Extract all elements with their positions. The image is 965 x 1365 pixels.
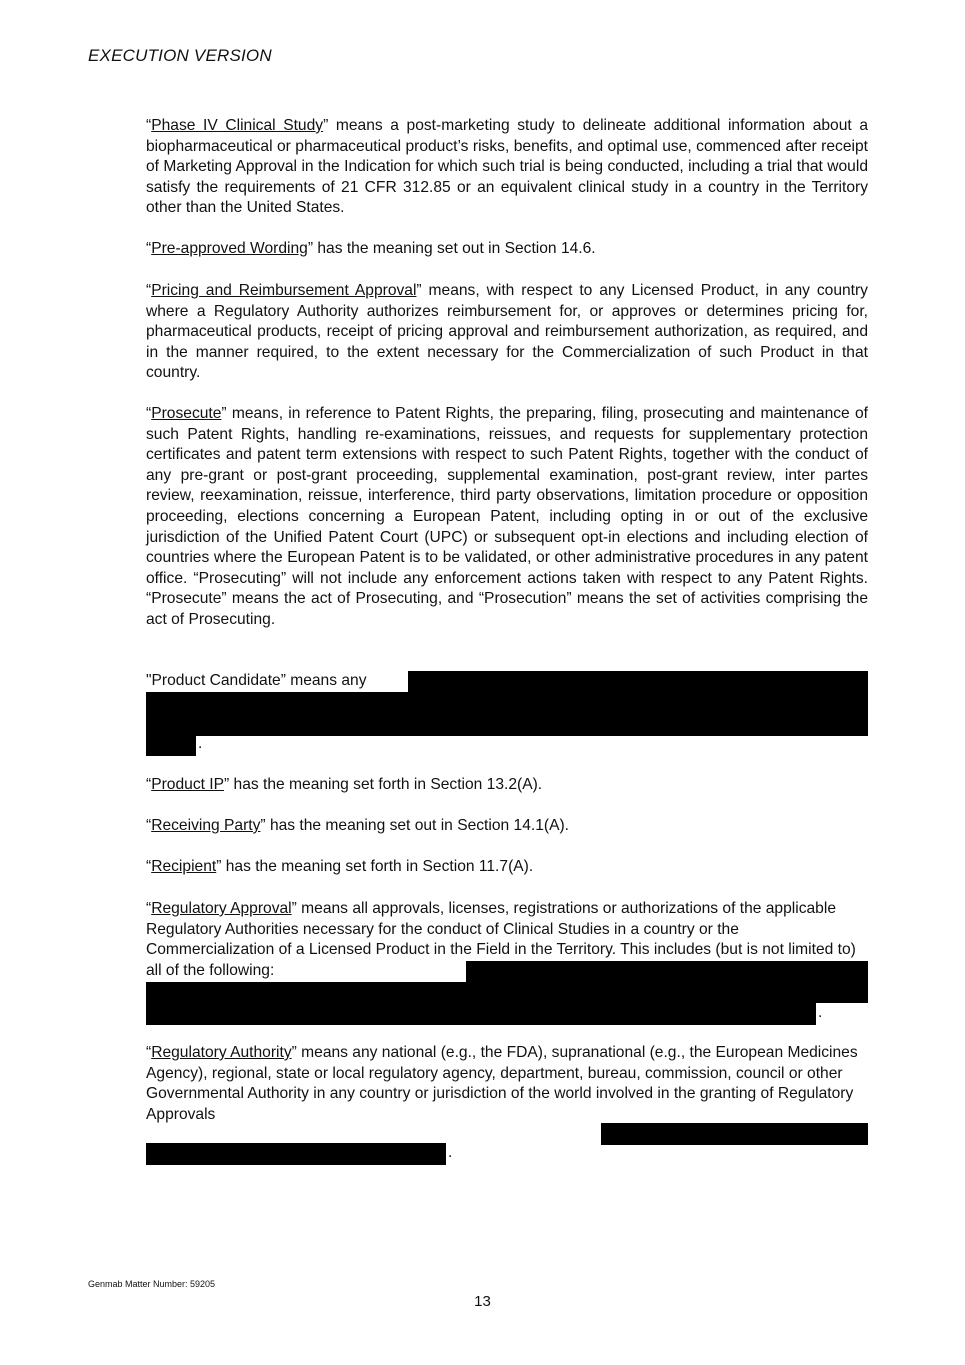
redaction-block [466,961,868,982]
defined-term: Recipient [151,858,217,875]
defined-term: Prosecute [151,405,222,422]
header-label: EXECUTION VERSION [88,46,272,65]
definition-text: has the meaning set out in Section 14.1(A). [265,817,570,834]
definition-pre-approved-wording [146,239,868,260]
defined-term: Regulatory Authority [151,1044,292,1061]
quote-close: ” [323,117,329,134]
definition-tail: . [818,1004,823,1021]
redaction-block [146,735,196,756]
quote-close: ” [307,240,314,257]
quote-open: “ [146,776,152,793]
defined-term: Receiving Party [151,817,261,834]
definition-recipient [146,857,868,878]
definition-receiving-party [146,816,868,837]
definition-prosecute [146,404,868,631]
quote-open: “ [146,858,152,875]
redaction-block [146,982,868,1003]
quote-open: “ [146,817,152,834]
definition-text: has the meaning set out in Section 14.6. [313,240,596,257]
redaction-block [601,1123,868,1145]
defined-term: Regulatory Approval [151,900,292,917]
redaction-block [146,1143,446,1165]
definition-tail: . [198,735,203,752]
defined-term: Phase IV Clinical Study [151,117,324,134]
definition-product-ip [146,775,868,796]
quote-open: “ [146,900,152,917]
definition-text: means all approvals, licenses, registrations or authorizations of the applicable Regulatory Authorities necessary for the conduct of Clinical Studies in a country or the Commercialization of a Licensed Product in the Field in the Territory. This includes (but is not limited to) all of the following: [146,900,856,979]
page-number: 13 [474,1293,491,1310]
definition-text: means any national (e.g., the FDA), supranational (e.g., the European Medicines Agency), regional, state or local regulatory agency, department, bureau, commission, council or other Governmental Authority in any country or jurisdiction of the world involved in the granting of Regulatory Approvals [146,1044,858,1123]
quote-open: “ [146,282,152,299]
definition-text: means a post-marketing study to delineate additional information about a biopharmaceutical or pharmaceutical product’s risks, benefits, and optimal use, commenced after receipt of Marketing Approval in the Indication for which such trial is being conducted, including a trial that would satisfy the requirements of 21 CFR 312.85 or an equivalent clinical study in a country in the Territory other than the United States. [146,117,868,217]
definition-text: means, with respect to any Licensed Product, in any country where a Regulatory Authority authorizes reimbursement for, or approves or determines pricing for, pharmaceutical products, receipt of pricing approval and reimbursement authorization, as required, and in the manner required, to the extent necessary for the Commercialization of such Product in that country. [146,282,868,382]
quote-open: “ [146,1044,152,1061]
definition-regulatory-authority [146,1043,868,1161]
defined-term: Pre-approved Wording [151,240,308,257]
defined-term: Pricing and Reimbursement Approval [151,282,417,299]
definition-paragraph [146,1043,868,1125]
definition-phase-iv [146,116,868,219]
redaction-block [408,671,868,692]
definition-pricing-reimbursement [146,281,868,384]
matter-number: Genmab Matter Number: 59205 [88,1279,216,1289]
definition-text: has the meaning set forth in Section 13.2(A). [229,776,543,793]
quote-close: ” [291,900,297,917]
redaction-block [146,692,868,736]
defined-term: Product IP [151,776,225,793]
quote-close: ” [216,858,222,875]
definition-tail: . [448,1144,453,1161]
definition-text: means, in reference to Patent Rights, the preparing, filing, prosecuting and maintenance of such Patent Rights, handling re-examinations, reissues, and requests for supplementary protection certificates and patent term extensions with respect to such Patent Rights, together with the conduct of any pre-grant or post-grant proceeding, supplemental examination, post-grant review, inter partes review, reexamination, reissue, interference, third party observations, limitation procedure or opposition proceeding, elections concerning a European Patent, including opting in or out of the exclusive jurisdiction of the Unified Patent Court (UPC) or subsequent opt-in elections and including election of countries where the European Patent is to be validated, or other administrative procedures in any patent office. “Prosecuting” will not include any enforcement actions taken with respect to any Patent Rights. “Prosecute” means the act of Prosecuting, and “Prosecution” means the set of activities comprising the act of Prosecuting. [146,405,868,628]
quote-open: “ [146,240,152,257]
quote-close: ” [416,282,422,299]
quote-close: ” [260,817,266,834]
quote-open: “ [146,405,152,422]
quote-close: ” [291,1044,297,1061]
quote-close: ” [224,776,230,793]
redaction-block [146,1003,816,1025]
definition-regulatory-approval [146,899,868,1029]
definition-product-candidate [146,671,868,757]
definition-text: has the meaning set forth in Section 11.7(A). [221,858,534,875]
quote-open: “ [146,117,152,134]
quote-close: ” [221,405,227,422]
definition-lead-text: "Product Candidate” means any [146,672,367,689]
